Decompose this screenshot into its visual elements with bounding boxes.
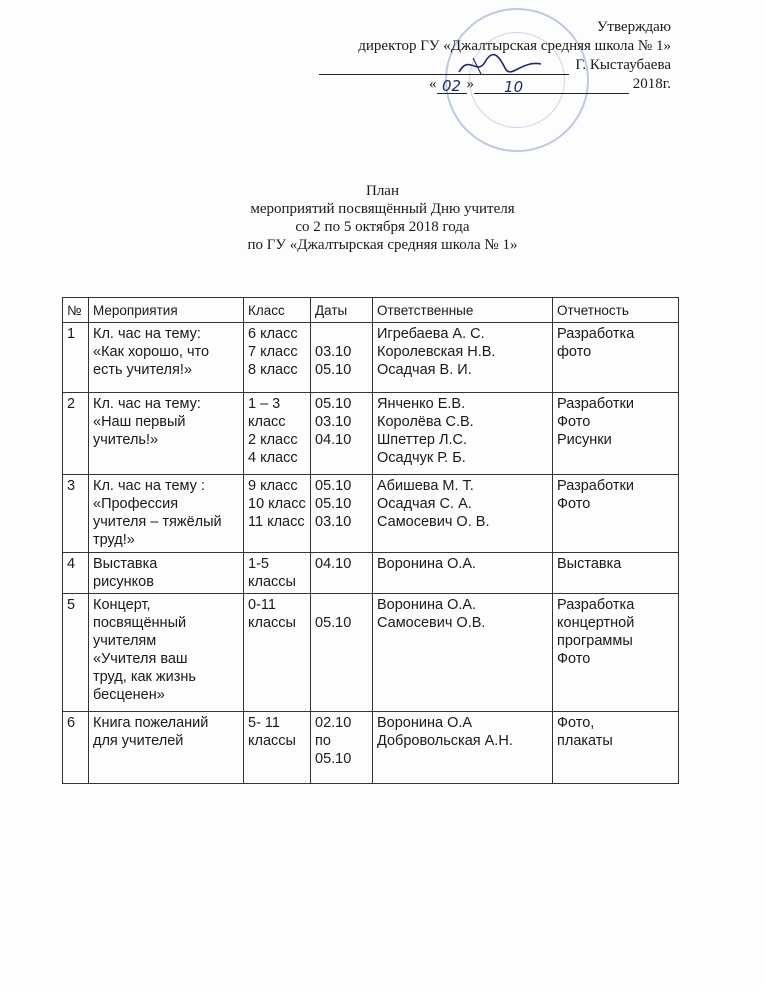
dates-cell bbox=[311, 594, 373, 712]
event-cell bbox=[89, 553, 244, 594]
responsible-cell bbox=[373, 393, 553, 475]
responsible-cell-line: Самосевич О. В. bbox=[377, 514, 490, 530]
document-title bbox=[0, 182, 765, 254]
dates-cell-line: 05.10 bbox=[315, 496, 352, 512]
responsible-cell-line: Игребаева А. С. bbox=[377, 326, 485, 342]
event-cell-line: Концерт, bbox=[93, 597, 151, 613]
header-dates: Даты bbox=[311, 298, 373, 323]
signature-underline bbox=[319, 58, 569, 75]
report-cell-line: программы bbox=[557, 633, 633, 649]
table-row bbox=[63, 393, 679, 475]
report-cell-line: Разработки bbox=[557, 478, 635, 494]
row-number: 2 bbox=[63, 393, 89, 475]
dates-cell-line: по bbox=[315, 733, 331, 749]
event-cell-line: «Наш первый bbox=[93, 414, 186, 430]
event-cell-line: для учителей bbox=[93, 733, 184, 749]
class-cell-line: 8 класс bbox=[248, 362, 298, 378]
class-cell bbox=[244, 712, 311, 784]
approval-position: директор ГУ «Джалтырская средняя школа № 1» bbox=[358, 38, 671, 54]
class-cell-line: 9 класс bbox=[248, 478, 298, 494]
title-line-1: План bbox=[365, 183, 399, 199]
class-cell-line: 10 класс bbox=[248, 496, 306, 512]
report-cell-line: Фото bbox=[557, 651, 591, 667]
class-cell-line: 6 класс bbox=[248, 326, 298, 342]
report-cell-line: Фото, bbox=[557, 715, 595, 731]
report-cell bbox=[553, 393, 679, 475]
event-cell-line: Книга пожеланий bbox=[93, 715, 209, 731]
event-cell-line: «Как хорошо, что bbox=[93, 344, 210, 360]
responsible-cell-line: Осадчук Р. Б. bbox=[377, 450, 466, 466]
event-cell bbox=[89, 594, 244, 712]
event-cell-line: есть учителя!» bbox=[93, 362, 192, 378]
responsible-cell bbox=[373, 712, 553, 784]
event-cell bbox=[89, 323, 244, 393]
class-cell bbox=[244, 475, 311, 553]
row-number: 6 bbox=[63, 712, 89, 784]
date-day: 02 bbox=[437, 77, 467, 94]
report-cell bbox=[553, 712, 679, 784]
report-cell-line: Рисунки bbox=[557, 432, 612, 448]
event-cell-line: бесценен» bbox=[93, 687, 165, 703]
class-cell-line: 5- 11 bbox=[248, 715, 280, 731]
dates-cell-line: 04.10 bbox=[315, 432, 352, 448]
title-line-3: со 2 по 5 октября 2018 года bbox=[295, 219, 470, 235]
event-cell-line: Кл. час на тему: bbox=[93, 396, 201, 412]
dates-cell-line: 04.10 bbox=[315, 556, 352, 572]
table-row bbox=[63, 323, 679, 393]
report-cell bbox=[553, 594, 679, 712]
table-row bbox=[63, 712, 679, 784]
events-table bbox=[62, 297, 679, 784]
event-cell-line: Кл. час на тему : bbox=[93, 478, 205, 494]
responsible-cell-line: Самосевич О.В. bbox=[377, 615, 486, 631]
class-cell bbox=[244, 323, 311, 393]
dates-cell bbox=[311, 553, 373, 594]
report-cell bbox=[553, 323, 679, 393]
responsible-cell bbox=[373, 323, 553, 393]
approval-signature-line bbox=[319, 56, 671, 75]
event-cell-line: «Профессия bbox=[93, 496, 179, 512]
class-cell-line: 1-5 bbox=[248, 556, 269, 572]
dates-cell-line: 05.10 bbox=[315, 615, 352, 631]
event-cell bbox=[89, 475, 244, 553]
responsible-cell bbox=[373, 594, 553, 712]
date-year: 2018г. bbox=[632, 76, 671, 92]
header-number: № bbox=[63, 298, 89, 323]
report-cell-line: плакаты bbox=[557, 733, 613, 749]
class-cell bbox=[244, 553, 311, 594]
responsible-cell bbox=[373, 475, 553, 553]
event-cell-line: Кл. час на тему: bbox=[93, 326, 201, 342]
dates-cell-line bbox=[315, 596, 368, 614]
class-cell-line: классы bbox=[248, 574, 296, 590]
table-row bbox=[63, 475, 679, 553]
dates-cell-line: 05.10 bbox=[315, 478, 352, 494]
dates-cell-line: 05.10 bbox=[315, 362, 352, 378]
class-cell bbox=[244, 393, 311, 475]
approval-block bbox=[319, 18, 671, 94]
event-cell-line: труд!» bbox=[93, 532, 135, 548]
responsible-cell-line: Королевская Н.В. bbox=[377, 344, 496, 360]
dates-cell-line: 05.10 bbox=[315, 396, 352, 412]
responsible-cell bbox=[373, 553, 553, 594]
class-cell-line: классы bbox=[248, 615, 296, 631]
responsible-cell-line: Осадчая С. А. bbox=[377, 496, 472, 512]
header-responsible: Ответственные bbox=[373, 298, 553, 323]
row-number: 1 bbox=[63, 323, 89, 393]
class-cell bbox=[244, 594, 311, 712]
row-number: 4 bbox=[63, 553, 89, 594]
event-cell-line: посвящённый bbox=[93, 615, 187, 631]
event-cell-line: Выставка bbox=[93, 556, 158, 572]
event-cell bbox=[89, 393, 244, 475]
date-month: 10 bbox=[474, 78, 629, 94]
event-cell-line: рисунков bbox=[93, 574, 154, 590]
date-close-quote: » bbox=[466, 76, 475, 92]
class-cell-line: 0-11 bbox=[248, 597, 276, 613]
responsible-cell-line: Абишева М. Т. bbox=[377, 478, 474, 494]
class-cell-line: 1 – 3 bbox=[248, 396, 281, 412]
class-cell-line: 4 класс bbox=[248, 450, 298, 466]
class-cell-line: класс bbox=[248, 414, 286, 430]
dates-cell bbox=[311, 712, 373, 784]
report-cell-line: Разработки bbox=[557, 396, 635, 412]
event-cell bbox=[89, 712, 244, 784]
approval-date bbox=[319, 75, 671, 94]
header-event: Мероприятия bbox=[89, 298, 244, 323]
dates-cell-line: 05.10 bbox=[315, 751, 352, 767]
table-row bbox=[63, 594, 679, 712]
report-cell bbox=[553, 553, 679, 594]
dates-cell-line: 03.10 bbox=[315, 344, 352, 360]
date-open-quote: « bbox=[429, 76, 437, 92]
title-line-2: мероприятий посвящённый Дню учителя bbox=[250, 201, 515, 217]
responsible-cell-line: Шпеттер Л.С. bbox=[377, 432, 468, 448]
responsible-cell-line: Воронина О.А. bbox=[377, 556, 477, 572]
responsible-cell-line: Воронина О.А bbox=[377, 715, 473, 731]
dates-cell-line: 03.10 bbox=[315, 514, 352, 530]
report-cell-line: фото bbox=[557, 344, 592, 360]
header-class: Класс bbox=[244, 298, 311, 323]
report-cell-line: концертной bbox=[557, 615, 635, 631]
dates-cell-line: 03.10 bbox=[315, 414, 352, 430]
row-number: 3 bbox=[63, 475, 89, 553]
title-line-4: по ГУ «Джалтырская средняя школа № 1» bbox=[247, 237, 518, 253]
approval-name: Г. Кыстаубаева bbox=[575, 57, 671, 73]
event-cell-line: учителям bbox=[93, 633, 157, 649]
dates-cell bbox=[311, 323, 373, 393]
responsible-cell-line: Королёва С.В. bbox=[377, 414, 474, 430]
event-cell-line: учитель!» bbox=[93, 432, 159, 448]
report-cell-line: Разработка bbox=[557, 597, 635, 613]
class-cell-line: 2 класс bbox=[248, 432, 298, 448]
event-cell-line: труд, как жизнь bbox=[93, 669, 196, 685]
responsible-cell-line: Воронина О.А. bbox=[377, 597, 477, 613]
header-report: Отчетность bbox=[553, 298, 679, 323]
class-cell-line: классы bbox=[248, 733, 296, 749]
report-cell-line: Выставка bbox=[557, 556, 622, 572]
dates-cell-line: 02.10 bbox=[315, 715, 352, 731]
report-cell-line: Фото bbox=[557, 414, 591, 430]
row-number: 5 bbox=[63, 594, 89, 712]
dates-cell bbox=[311, 475, 373, 553]
table-row bbox=[63, 553, 679, 594]
class-cell-line: 11 класс bbox=[248, 514, 305, 530]
approval-word: Утверждаю bbox=[596, 19, 671, 35]
report-cell-line: Фото bbox=[557, 496, 591, 512]
dates-cell bbox=[311, 393, 373, 475]
event-cell-line: «Учителя ваш bbox=[93, 651, 188, 667]
class-cell-line: 7 класс bbox=[248, 344, 298, 360]
responsible-cell-line: Осадчая В. И. bbox=[377, 362, 472, 378]
dates-cell-line bbox=[315, 325, 368, 343]
responsible-cell-line: Добровольская А.Н. bbox=[377, 733, 513, 749]
event-cell-line: учителя – тяжёлый bbox=[93, 514, 222, 530]
report-cell bbox=[553, 475, 679, 553]
responsible-cell-line: Янченко Е.В. bbox=[377, 396, 466, 412]
report-cell-line: Разработка bbox=[557, 326, 635, 342]
table-header-row bbox=[63, 298, 679, 323]
